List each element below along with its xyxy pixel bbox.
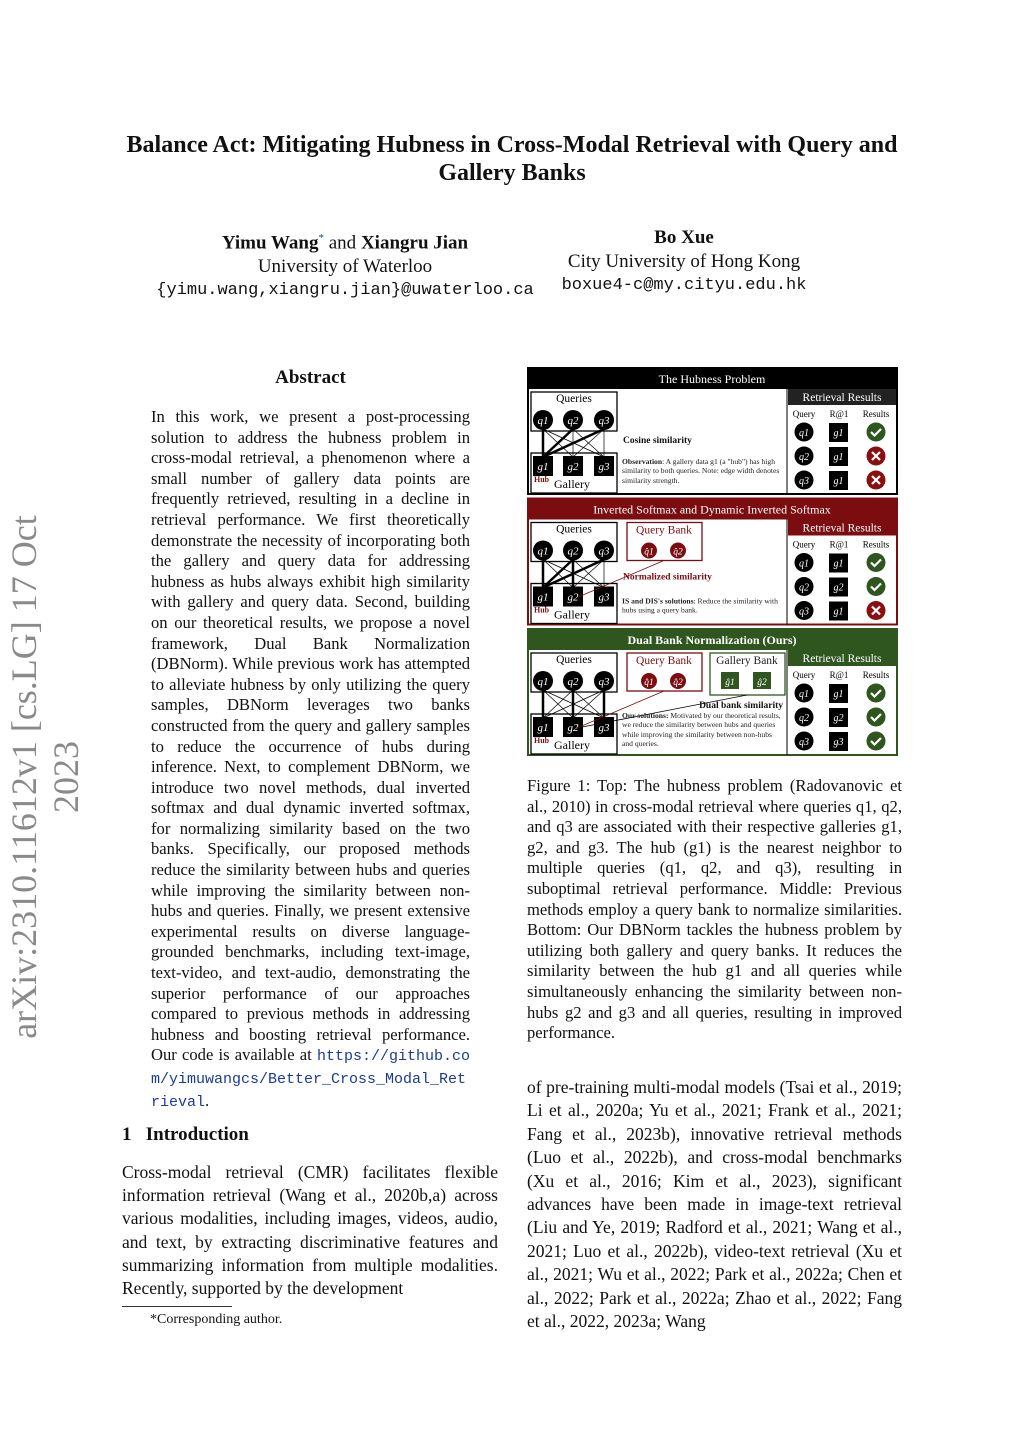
check-icon	[867, 423, 886, 442]
results-header-label: Retrieval Results	[802, 392, 882, 404]
result-query-label: q2	[799, 713, 809, 724]
section-heading	[122, 1124, 249, 1146]
hub-label: Hub	[534, 605, 550, 615]
query-node-label: q2	[567, 545, 579, 558]
section-title: Introduction	[145, 1124, 249, 1145]
check-icon	[867, 577, 886, 596]
figure-1	[527, 367, 899, 757]
query-bank-node-label: q̂2	[673, 678, 683, 688]
col-results: Results	[862, 409, 890, 419]
results-header-label: Retrieval Results	[802, 522, 882, 535]
paper-title: Balance Act: Mitigating Hubness in Cross-Modal Retrieval with Query and Gallery Banks	[126, 132, 898, 186]
panel-title: The Hubness Problem	[658, 372, 766, 386]
col-r1: R@1	[829, 409, 849, 419]
query-node-label: q3	[598, 545, 610, 558]
col-results: Results	[862, 670, 890, 680]
queries-label: Queries	[556, 393, 592, 405]
intro-text: Cross-modal retrieval (CMR) facilitates flexible information retrieval (Wang et al., 2020b,a) across various modalities, including images, videos, audio, and text, by extracting discriminative features and summarizing information from multiple modalities. Recently, supported by the development	[122, 1162, 498, 1299]
footnote-rule	[122, 1306, 232, 1307]
author-name: Yimu Wang	[221, 232, 319, 254]
queries-label: Queries	[556, 654, 592, 666]
abstract-body	[151, 407, 470, 1113]
period: .	[205, 1090, 210, 1110]
gallery-node-label: g3	[598, 722, 610, 734]
gallery-label: Gallery	[554, 738, 590, 752]
and-text: and	[324, 232, 361, 254]
figure-panel	[527, 498, 898, 641]
check-icon	[867, 708, 886, 727]
abstract-heading: Abstract	[275, 367, 346, 388]
intro-body	[122, 1161, 498, 1300]
affiliation: City University of Hong Kong	[567, 251, 801, 272]
gallery-node-label: g3	[598, 461, 610, 473]
query-bank-node-label: q̂1	[644, 547, 654, 558]
query-bank-node-label: q̂1	[644, 678, 654, 688]
figure-panel	[527, 628, 898, 755]
gallery-bank-node-label: ĝ1	[725, 678, 735, 688]
gallery-node-label: g2	[567, 591, 579, 604]
footnote: *Corresponding author.	[150, 1312, 283, 1327]
gallery-node-label: g1	[537, 722, 549, 734]
author-name: Bo Xue	[654, 227, 714, 248]
email: boxue4-c@my.cityu.edu.hk	[561, 276, 807, 295]
abstract-text: In this work, we present a post-processing solution to address the hubness problem in cross-modal retrieval, a phenomenon where a small number of gallery data points are frequently retrieved, resulting in a decline in retrieval performance. We first theoretically demonstrate the necessity of incorporating both the gallery and query data for addressing hubness as hubs always exhibit high similarity with gallery and query data. Second, building on our theoretical results, we propose a novel framework, Dual Bank Normalization (DBNorm). While previous work has attempted to alleviate hubness by only utilizing the query samples, DBNorm leverages two banks constructed from the query and gallery samples to reduce the occurrence of hubs during inference. Next, to complement DBNorm, we introduce two novel methods, dual inverted softmax and dual dynamic inverted softmax, for normalizing similarity based on the two banks. Specifically, our proposed methods reduce the similarity between hubs and queries while improving the similarity between non-hubs and queries. Finally, we present extensive experimental results on diverse language-grounded benchmarks, including text-image, text-video, and text-audio, demonstrating the superior performance of our approaches compared to previous methods in addressing hubness and boosting retrieval performance. Our code is available at	[151, 407, 470, 1065]
gallery-node-label: g1	[537, 461, 549, 473]
result-r1-label: g2	[833, 713, 844, 724]
code-link[interactable]: https://github.com/yimuwangcs/Better_Cross_Modal_Retrieval	[151, 1048, 470, 1111]
check-icon	[867, 732, 886, 751]
gallery-node-label: g3	[598, 591, 610, 604]
queries-label: Queries	[556, 523, 592, 536]
col-query: Query	[792, 670, 816, 680]
result-r1-label: g1	[833, 558, 844, 570]
result-r1-label: g3	[833, 737, 844, 748]
note-bold: Our solutions:	[622, 711, 669, 720]
similarity-label: Cosine similarity	[623, 436, 692, 446]
note-text: IS and DIS's solutions: Reduce the similarity with hubs using a query bank.	[622, 596, 778, 615]
right-column-text: of pre-training multi-modal models (Tsai et al., 2019; Li et al., 2020a; Yu et al., 2021; Frank et al., 2021; Fang et al., 2023b), innovative retrieval methods (Luo et al., 2022b), and cross-modal benchmarks (Xu et al., 2016; Kim et al., 2023), significant advances have been made in image-text retrieval (Liu and Ye, 2019; Radford et al., 2021; Wang et al., 2021; Luo et al., 2022b), video-text retrieval (Xu et al., 2021; Wu et al., 2022; Park et al., 2022a; Chen et al., 2022; Park et al., 2022a; Zhao et al., 2022; Fang et al., 2022, 2023a; Wang	[527, 1077, 902, 1332]
query-bank-label: Query Bank	[636, 524, 692, 537]
query-node-label: q1	[537, 415, 549, 427]
note-text: Our solutions: Motivated by our theoretical results, we reduce the similarity between hubs and queries while improving the similarity between non-hubs and queries.	[622, 711, 781, 749]
query-node-label: q3	[598, 415, 610, 427]
result-query-label: q2	[799, 452, 809, 463]
col-query: Query	[792, 409, 816, 419]
query-node-label: q2	[567, 676, 579, 688]
result-r1-label: g1	[833, 452, 844, 463]
note-bold: Observation	[622, 457, 663, 466]
results-header-label: Retrieval Results	[802, 653, 882, 665]
note-text: Observation: A gallery data g1 (a "hub") has high similarity to both queries. Note: edge width denotes similarity strength.	[622, 457, 780, 485]
result-r1-label: g1	[833, 689, 844, 700]
check-icon	[867, 684, 886, 703]
gallery-node-label: g1	[537, 591, 549, 604]
gallery-bank-node-label: ĝ2	[757, 678, 767, 688]
author-block-left	[140, 226, 550, 303]
col-r1: R@1	[829, 670, 849, 680]
result-query-label: q1	[799, 428, 809, 439]
footnote-mark: *	[318, 232, 324, 244]
caption-text: Figure 1: Top: The hubness problem (Radovanovic et al., 2010) in cross-modal retrieval where queries q1, q2, and q3 are associated with their respective galleries g1, g2, and g3. The hub (g1) is the nearest neighbor to multiple queries (q1, q2, and q3), resulting in suboptimal retrieval performance. Middle: Previous methods employ a query bank to normalize similarities. Bottom: Our DBNorm tackles the hubness problem by utilizing both gallery and query banks. It reduces the similarity between the hub g1 and all queries while simultaneously enhancing the similarity between non-hubs g2 and g3 and all queries, resulting in improved performance.	[527, 776, 902, 1043]
gallery-node-label: g2	[567, 722, 579, 734]
query-node-label: q1	[537, 676, 549, 688]
query-node-label: q3	[598, 676, 610, 688]
hub-label: Hub	[534, 475, 550, 484]
result-query-label: q1	[799, 558, 809, 570]
email: {yimu.wang,xiangru.jian}@uwaterloo.ca	[156, 281, 534, 301]
result-query-label: q3	[799, 606, 809, 618]
result-r1-label: g2	[833, 582, 844, 594]
panel-title: Dual Bank Normalization (Ours)	[627, 633, 797, 647]
result-query-label: q3	[799, 476, 809, 487]
result-query-label: q1	[799, 689, 809, 700]
gallery-node-label: g2	[567, 461, 579, 473]
query-node-label: q2	[567, 415, 579, 427]
query-node-label: q1	[537, 545, 549, 558]
gallery-bank-label: Gallery Bank	[716, 655, 778, 667]
right-column-body	[527, 1076, 902, 1333]
check-icon	[867, 553, 886, 572]
col-results: Results	[862, 539, 890, 550]
gallery-label: Gallery	[554, 477, 590, 491]
result-r1-label: g1	[833, 428, 844, 439]
section-number: 1	[122, 1124, 132, 1145]
result-r1-label: g1	[833, 476, 844, 487]
figure-panel	[527, 367, 898, 501]
arxiv-watermark: arXiv:2310.11612v1 [cs.LG] 17 Oct 2023	[4, 515, 86, 1039]
query-bank-node-label: q̂2	[673, 547, 683, 558]
author-block-right	[540, 226, 828, 298]
affiliation: University of Waterloo	[257, 256, 433, 278]
panel-note	[622, 457, 784, 501]
result-query-label: q2	[799, 582, 809, 594]
col-query: Query	[792, 539, 816, 550]
similarity-label: Normalized similarity	[623, 572, 712, 583]
hub-label: Hub	[534, 736, 550, 745]
col-r1: R@1	[829, 539, 849, 550]
result-r1-label: g1	[833, 606, 844, 618]
author-name: Xiangru Jian	[360, 232, 469, 254]
similarity-label: Dual bank similarity	[699, 701, 783, 711]
panel-title: Inverted Softmax and Dynamic Inverted Softmax	[593, 502, 831, 517]
figure-caption	[527, 776, 902, 1044]
query-bank-label: Query Bank	[636, 655, 692, 667]
result-query-label: q3	[799, 737, 809, 748]
note-bold: IS and DIS's solutions	[622, 596, 694, 606]
panel-note	[622, 711, 784, 755]
gallery-label: Gallery	[554, 607, 590, 622]
